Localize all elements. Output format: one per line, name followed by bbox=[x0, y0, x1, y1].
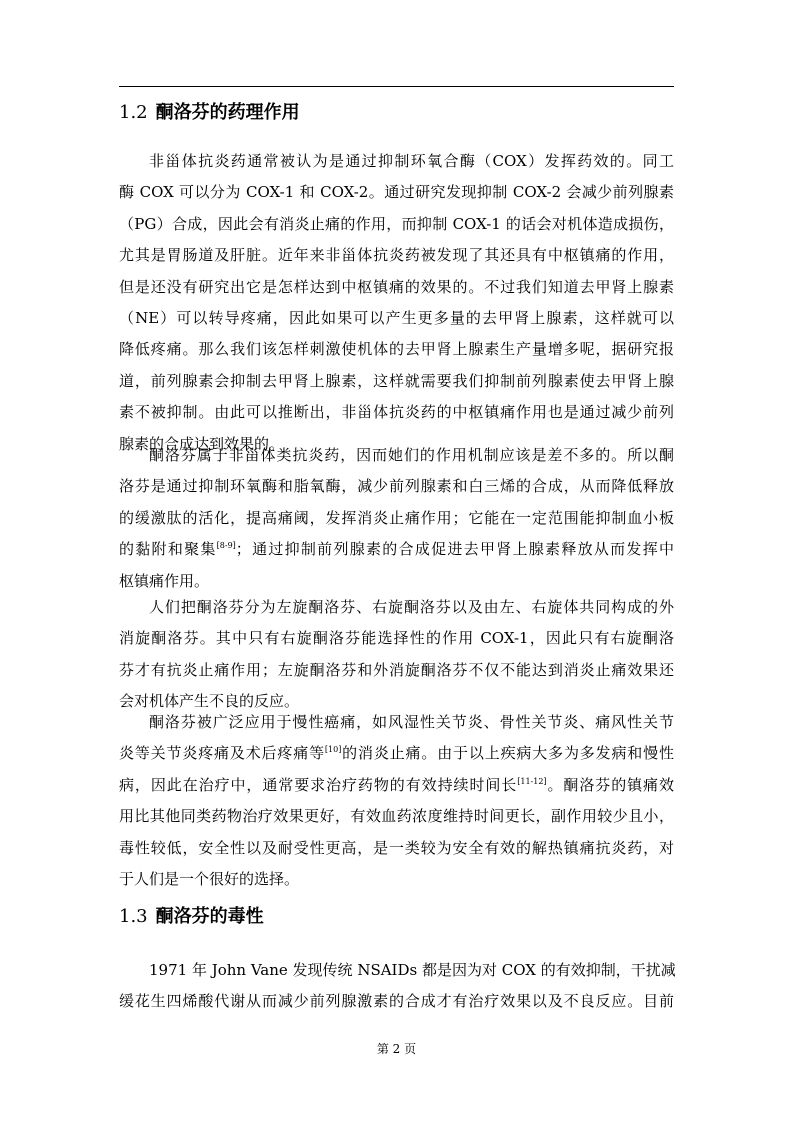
text-line: 人们把酮洛芬分为左旋酮洛芬、右旋酮洛芬以及由左、右旋体共同构成的外 bbox=[149, 598, 674, 616]
text-line: （NE）可以转导疼痛，因此如果可以产生更多量的去甲肾上腺素，这样就可以 bbox=[119, 308, 674, 327]
citation-ref: [8-9] bbox=[216, 541, 236, 551]
page-number: 第 2 页 bbox=[376, 1042, 417, 1056]
text-line: 消旋酮洛芬。其中只有右旋酮洛芬能选择性的作用 COX-1，因此只有右旋酮洛 bbox=[119, 629, 674, 648]
text-line: 酮洛芬被广泛应用于慢性癌痛，如风湿性关节炎、骨性关节炎、痛风性关节 bbox=[149, 713, 674, 731]
header-rule bbox=[119, 86, 674, 87]
text-line bbox=[119, 534, 674, 565]
text-line: 腺素的合成达到效果的。 bbox=[119, 434, 285, 453]
text-segment: 。酮洛芬的镇痛效 bbox=[546, 775, 674, 794]
text-segment: ；通过抑制前列腺素的合成促进去甲肾上腺素释放从而发挥中 bbox=[235, 540, 674, 559]
text-segment: 炎等关节炎疼痛及术后疼痛等 bbox=[119, 744, 325, 763]
citation-ref: [10] bbox=[324, 745, 342, 755]
text-line: 于人们是一个很好的选择。 bbox=[119, 869, 300, 888]
section-heading-1-2: 1.2 酮洛芬的药理作用 bbox=[119, 102, 300, 123]
text-line: （PG）合成，因此会有消炎止痛的作用，而抑制 COX-1 的话会对机体造成损伤， bbox=[119, 214, 674, 233]
text-line: 会对机体产生不良的反应。 bbox=[119, 692, 300, 711]
text-line: 降低疼痛。那么我们该怎样刺激使机体的去甲肾上腺素生产量增多呢，据研究报 bbox=[119, 340, 674, 359]
text-segment: 的黏附和聚集 bbox=[119, 540, 217, 559]
text-line bbox=[119, 770, 674, 801]
text-line: 缓花生四烯酸代谢从而减少前列腺激素的合成才有治疗效果以及不良反应。目前 bbox=[119, 992, 674, 1011]
text-line: 尤其是胃肠道及肝脏。近年来非甾体抗炎药被发现了其还具有中枢镇痛的作用， bbox=[119, 246, 674, 265]
text-line: 1971 年 John Vane 发现传统 NSAIDs 都是因为对 COX 的有效抑制，干扰减 bbox=[149, 961, 676, 979]
text-line bbox=[119, 738, 674, 769]
text-line: 道，前列腺素会抑制去甲肾上腺素，这样就需要我们抑制前列腺素使去甲肾上腺 bbox=[119, 371, 674, 390]
citation-ref: [11-12] bbox=[517, 776, 547, 786]
text-line: 酶 COX 可以分为 COX-1 和 COX-2。通过研究发现抑制 COX-2 会减少前列腺素 bbox=[119, 183, 674, 202]
text-line: 洛芬是通过抑制环氧酶和脂氧酶，减少前列腺素和白三烯的合成，从而降低释放 bbox=[119, 477, 674, 496]
text-line: 素不被抑制。由此可以推断出，非甾体抗炎药的中枢镇痛作用也是通过减少前列 bbox=[119, 403, 674, 422]
paragraph-pharmacology-1 bbox=[119, 146, 674, 460]
paragraph-pharmacology-3 bbox=[119, 592, 674, 718]
paragraph-toxicity-1 bbox=[119, 955, 674, 1018]
paragraph-pharmacology-4 bbox=[119, 707, 674, 895]
text-segment: 病，因此在治疗中，通常要求治疗药物的有效持续时间长 bbox=[119, 775, 518, 794]
paragraph-pharmacology-2 bbox=[119, 440, 674, 597]
text-line: 毒性较低，安全性以及耐受性更高，是一类较为安全有效的解热镇痛抗炎药，对 bbox=[119, 838, 674, 857]
text-line: 的缓激肽的活化，提高痛阈，发挥消炎止痛作用；它能在一定范围能抑制血小板 bbox=[119, 508, 674, 527]
text-line: 非甾体抗炎药通常被认为是通过抑制环氧合酶（COX）发挥药效的。同工 bbox=[149, 152, 674, 170]
text-segment: 的消炎止痛。由于以上疾病大多为多发病和慢性 bbox=[341, 744, 674, 763]
text-line: 芬才有抗炎止痛作用；左旋酮洛芬和外消旋酮洛芬不仅不能达到消炎止痛效果还 bbox=[119, 660, 674, 679]
text-line: 酮洛芬属于非甾体类抗炎药，因而她们的作用机制应该是差不多的。所以酮 bbox=[149, 446, 674, 464]
text-line: 但是还没有研究出它是怎样达到中枢镇痛的效果的。不过我们知道去甲肾上腺素 bbox=[119, 277, 674, 296]
section-heading-1-3: 1.3 酮洛芬的毒性 bbox=[119, 906, 264, 927]
text-line: 用比其他同类药物治疗效果更好，有效血药浓度维持时间更长，副作用较少且小， bbox=[119, 807, 674, 826]
text-line: 枢镇痛作用。 bbox=[119, 571, 210, 590]
